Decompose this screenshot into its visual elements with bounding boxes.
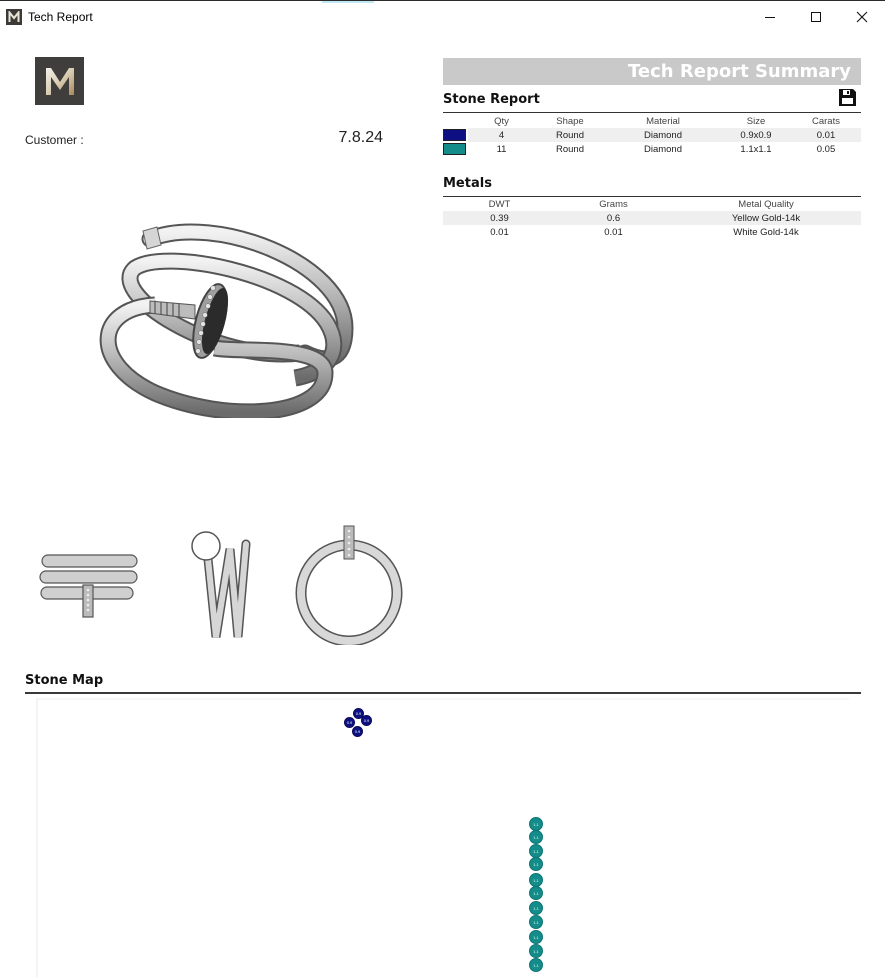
- stone-label: 0.9: [346, 720, 353, 725]
- maximize-icon: [810, 11, 822, 23]
- close-button[interactable]: [839, 2, 885, 32]
- metals-title: Metals: [443, 176, 492, 191]
- title-bar[interactable]: [0, 2, 885, 32]
- size-cell: 1.1x1.1: [740, 143, 772, 155]
- material-cell: Diamond: [605, 128, 721, 142]
- stone-report-table: [443, 114, 861, 156]
- stone-report-header-row: [443, 114, 861, 128]
- stone-map-title: Stone Map: [25, 673, 104, 688]
- stone-label: 1.1: [533, 821, 539, 827]
- customer-label: Customer :: [25, 133, 84, 147]
- stone-report-divider: [443, 112, 861, 113]
- shape-cell: Round: [556, 143, 584, 155]
- window-title: Tech Report: [28, 10, 93, 24]
- ring-top-view: [295, 523, 405, 645]
- column-header-qty: Qty: [494, 115, 509, 127]
- stone-label: 0.9: [355, 711, 362, 716]
- stone-teal[interactable]: [529, 873, 543, 887]
- column-header-grams: Grams: [599, 198, 628, 210]
- stone-label: 1.1: [533, 877, 539, 883]
- stone-color-swatch: [443, 129, 466, 141]
- stone-teal[interactable]: [529, 844, 543, 858]
- customer-value: 7.8.24: [338, 129, 383, 146]
- stone-label: 1.1: [533, 962, 539, 968]
- carats-cell: 0.01: [791, 128, 861, 142]
- stone-report-title: Stone Report: [443, 92, 540, 107]
- stone-label: 1.1: [533, 890, 539, 896]
- column-header-metal-quality: Metal Quality: [738, 198, 794, 210]
- column-header-carats: Carats: [812, 115, 840, 127]
- table-row[interactable]: [443, 142, 861, 156]
- metals-header-row: [443, 197, 861, 211]
- stone-label: 1.1: [533, 861, 539, 867]
- stone-teal[interactable]: [529, 857, 543, 871]
- table-row[interactable]: [443, 128, 861, 142]
- minimize-icon: [764, 11, 776, 23]
- stone-teal[interactable]: [529, 930, 543, 944]
- column-header-shape: Shape: [556, 115, 584, 127]
- stone-label: 0.9: [363, 718, 370, 723]
- stone-teal[interactable]: [529, 944, 543, 958]
- ring-side-view: [188, 529, 254, 644]
- window-controls: [747, 2, 885, 32]
- qty-cell: 4: [468, 128, 535, 142]
- stone-label: 1.1: [533, 848, 539, 854]
- ring-top-render: [295, 523, 405, 645]
- metal-quality-cell: Yellow Gold-14k: [671, 211, 861, 225]
- minimize-button[interactable]: [747, 2, 793, 32]
- stone-teal[interactable]: [529, 886, 543, 900]
- stone-label: 1.1: [533, 905, 539, 911]
- metals-table: [443, 197, 861, 239]
- stone-map-divider: [25, 692, 861, 694]
- stone-teal[interactable]: [529, 817, 543, 831]
- stone-label: 1.1: [533, 834, 539, 840]
- stone-teal[interactable]: [529, 915, 543, 929]
- close-icon: [856, 11, 868, 23]
- material-cell: Diamond: [643, 143, 683, 155]
- dwt-cell: 0.39: [443, 211, 556, 225]
- column-header-material: Material: [646, 115, 680, 127]
- stone-teal[interactable]: [529, 958, 543, 972]
- stone-label: 1.1: [533, 919, 539, 925]
- brand-logo: [35, 57, 84, 105]
- metal-quality-cell: White Gold-14k: [733, 226, 799, 238]
- stone-map-canvas[interactable]: [36, 698, 849, 977]
- ring-render-image: [95, 213, 360, 418]
- save-icon: [839, 89, 856, 106]
- ring-front-render: [38, 549, 140, 621]
- save-button[interactable]: [839, 89, 856, 106]
- ring-side-render: [188, 529, 254, 644]
- qty-cell: 11: [496, 143, 507, 155]
- dwt-cell: 0.01: [490, 226, 509, 238]
- grams-cell: 0.01: [604, 226, 623, 238]
- stone-color-swatch: [443, 143, 466, 155]
- stone-navy[interactable]: [361, 715, 372, 726]
- stone-teal[interactable]: [529, 830, 543, 844]
- size-cell: 0.9x0.9: [721, 128, 791, 142]
- summary-header: Tech Report Summary: [443, 58, 861, 85]
- maximize-button[interactable]: [793, 2, 839, 32]
- grams-cell: 0.6: [556, 211, 671, 225]
- stone-label: 1.1: [533, 948, 539, 954]
- shape-cell: Round: [535, 128, 605, 142]
- column-header: [443, 114, 468, 128]
- ring-front-view: [38, 549, 140, 621]
- table-row[interactable]: [443, 211, 861, 225]
- stone-navy[interactable]: [352, 726, 363, 737]
- stone-label: 0.9: [354, 729, 361, 734]
- table-row[interactable]: [443, 225, 861, 239]
- ring-perspective-view: [95, 213, 360, 418]
- stone-label: 1.1: [533, 934, 539, 940]
- carats-cell: 0.05: [816, 143, 836, 155]
- app-logo-icon: [6, 9, 22, 25]
- stone-teal[interactable]: [529, 901, 543, 915]
- column-header-size: Size: [746, 115, 766, 127]
- m-logo-icon: [43, 66, 77, 96]
- column-header-dwt: DWT: [488, 198, 511, 210]
